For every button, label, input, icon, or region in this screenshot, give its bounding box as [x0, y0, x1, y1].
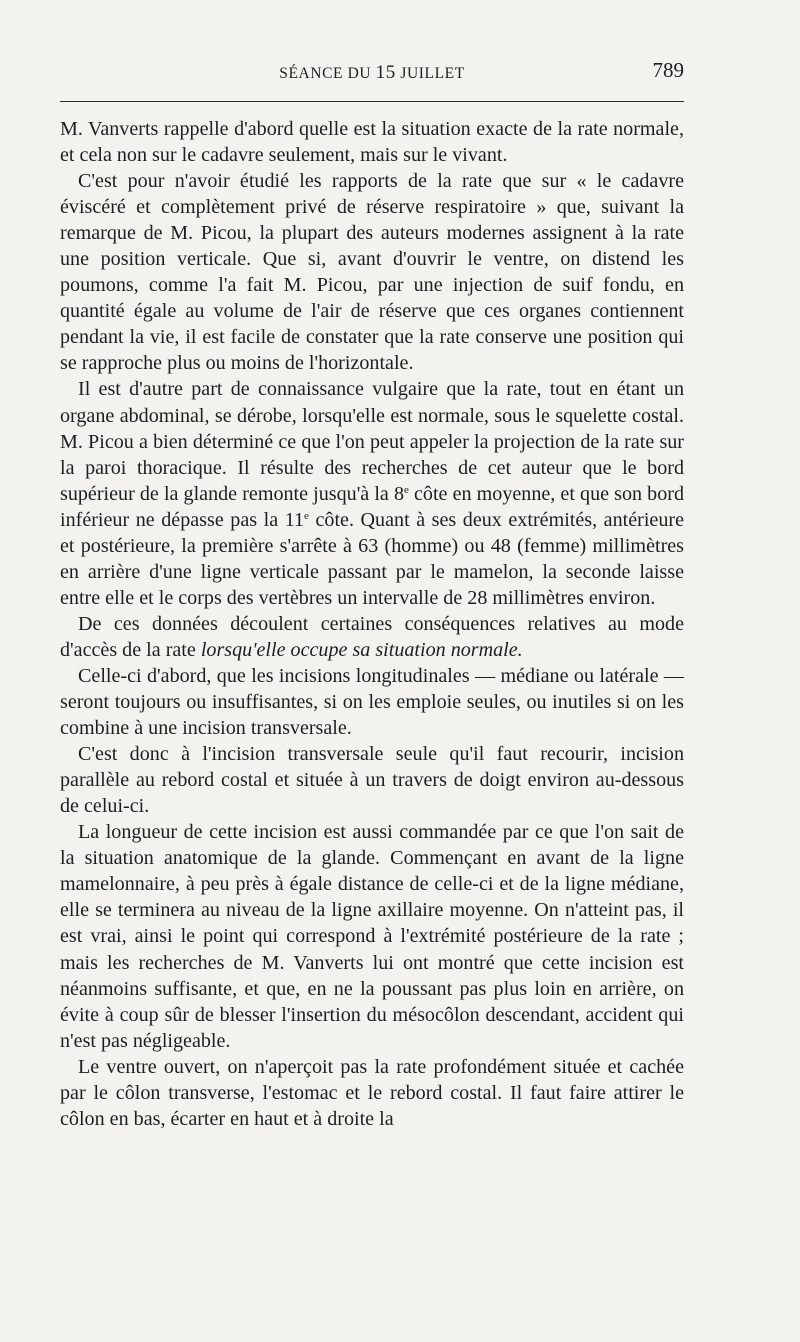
- paragraph-2-text: C'est pour n'avoir étudié les rapports de la rate que sur « le cadavre éviscéré et complètement privé de réserve respiratoire » que, suivant la remarque de M. Picou, la plupart des auteurs modernes assignent à la rate une position verticale. Que si, avant d'ouvrir le ventre, on distend les poumons, comme l'a fait M. Picou, par une injection de suif fondu, en quantité égale au volume de l'air de réserve que ces organes contiennent pendant la vie, il est facile de constater que la rate conserve une position qui se rapproche plus ou moins de l'horizontale.: [60, 170, 684, 375]
- paragraph-2: [60, 168, 684, 376]
- paragraph-5: [60, 663, 684, 741]
- paragraph-5-text: Celle-ci d'abord, que les incisions longitudinales — médiane ou latérale — seront toujours ou insuffisantes, si on les emploie seules, ou inutiles si on les combine à une incision transversale.: [60, 664, 684, 740]
- header-rule: [60, 101, 684, 102]
- running-head: [60, 62, 684, 84]
- paragraph-7-text: La longueur de cette incision est aussi commandée par ce que l'on sait de la situation anatomique de la glande. Commençant en avant de la ligne mamelonnaire, à peu près à égale distance de celle-ci et de la ligne médiane, elle se terminera au niveau de la ligne axillaire moyenne. On n'atteint pas, il est vrai, ainsi le point qui correspond à l'extrémité postérieure de la rate ; mais les recherches de M. Vanverts lui ont montré que cette incision est néanmoins suffisante, et que, en ne la poussant pas plus loin en arrière, on évite à coup sûr de blesser l'insertion du mésocôlon descendant, accident qui n'est pas négligeable.: [60, 821, 684, 1052]
- running-head-day: 15: [375, 62, 396, 83]
- paragraph-4-italic: lorsqu'elle occupe sa situation normale.: [200, 638, 523, 661]
- paragraph-1-text: M. Vanverts rappelle d'abord quelle est la situation exacte de la rate normale, et cela non sur le cadavre seulement, mais sur le vivant.: [60, 118, 684, 167]
- running-head-pre: SÉANCE DU: [279, 65, 376, 82]
- ordinal-superscript: e: [304, 509, 309, 522]
- paragraph-8-text: Le ventre ouvert, on n'aperçoit pas la rate profondément située et cachée par le côlon transverse, l'estomac et le rebord costal. Il faut faire attirer le côlon en bas, écarter en haut et à droite la: [60, 1055, 684, 1130]
- paragraph-4: [60, 611, 684, 663]
- paragraph-4-text: De ces données découlent certaines conséquences relatives au mode d'accès de la rate: [60, 612, 684, 661]
- paragraph-3-text-b: côte en moyenne, et que son bord inférieur ne dépasse pas la 11: [60, 482, 684, 531]
- paragraph-3-text-c: côte. Quant à ses deux extrémités, antérieure et postérieure, la première s'arrête à 63 (homme) ou 48 (femme) millimètres en arrière d'une ligne verticale passant par le mamelon, la seconde laisse entre elle et le corps des vertèbres un intervalle de 28 millimètres environ.: [60, 508, 684, 609]
- paragraph-6: [60, 741, 684, 819]
- paragraph-7: [60, 819, 684, 1053]
- paragraph-6-text: C'est donc à l'incision transversale seule qu'il faut recourir, incision parallèle au rebord costal et située à un travers de doigt environ au-dessous de celui-ci.: [60, 743, 684, 818]
- body-text: [60, 116, 684, 1132]
- paragraph-3: [60, 376, 684, 610]
- paragraph-1: [60, 116, 684, 168]
- page-header: [60, 58, 684, 92]
- ordinal-superscript: e: [404, 483, 409, 496]
- page-number: 789: [652, 58, 684, 82]
- paragraph-8: [60, 1054, 684, 1132]
- paragraph-3-text-a: Il est d'autre part de connaissance vulgaire que la rate, tout en étant un organe abdominal, se dérobe, lorsqu'elle est normale, sous le squelette costal. M. Picou a bien déterminé ce que l'on peut appeler la projection de la rate sur la paroi thoracique. Il résulte des recherches de cet auteur que le bord supérieur de la glande remonte jusqu'à la 8: [60, 378, 684, 505]
- running-head-post: JUILLET: [395, 65, 465, 82]
